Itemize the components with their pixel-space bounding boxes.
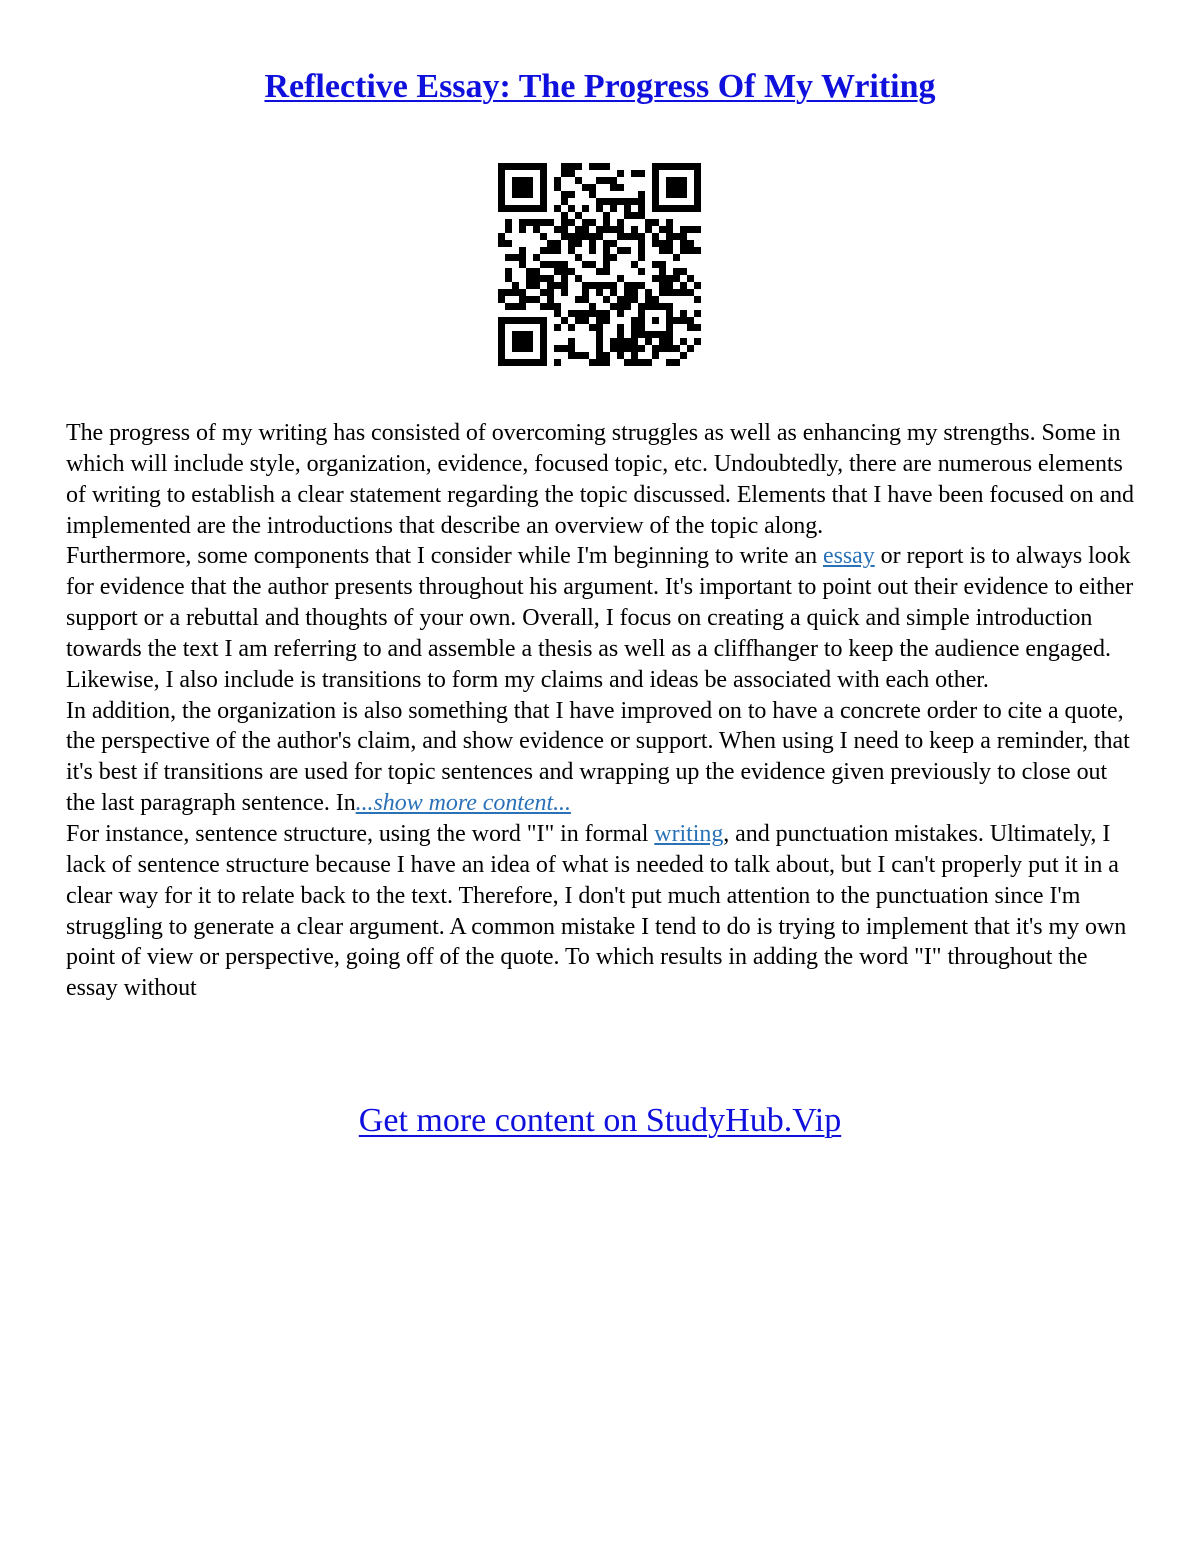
paragraph-2 xyxy=(66,541,1142,695)
essay-body xyxy=(66,418,1142,1004)
essay-link[interactable]: essay xyxy=(822,543,875,570)
paragraph-4-text-b: , and punctuation mistakes. Ultimately, I lack of sentence structure because I have an idea of what is needed to talk about, but I can't properly put it in a clear way for it to relate back to the text. Therefore, I don't put much attention to the punctuation since I'm struggling to generate a clear argument. A common mistake I tend to do is trying to implement that it's my own point of view or perspective, going off of the quote. To which results in adding the word "I" throughout the essay without xyxy=(66,820,1127,1002)
paragraph-3 xyxy=(66,696,1142,819)
document-title xyxy=(0,62,1200,112)
paragraph-3-text: In addition, the organization is also something that I have improved on to have a concrete order to cite a quote, the perspective of the author's claim, and show evidence or support. When using I need to keep a reminder, that it's best if transitions are used for topic sentences and wrapping up the evidence given previously to close out the last paragraph sentence. In xyxy=(66,697,1130,817)
qr-code-icon xyxy=(498,163,701,366)
paragraph-4-text-a: For instance, sentence structure, using the word "I" in formal xyxy=(66,820,655,847)
paragraph-4 xyxy=(66,819,1142,1004)
cta-container xyxy=(0,1098,1200,1144)
title-link[interactable]: Reflective Essay: The Progress Of My Writing xyxy=(264,68,936,105)
show-more-link[interactable]: ...show more content... xyxy=(355,790,571,817)
studyhub-link[interactable]: Get more content on StudyHub.Vip xyxy=(358,1102,842,1139)
writing-link[interactable]: writing xyxy=(654,820,724,847)
paragraph-1: The progress of my writing has consisted of overcoming struggles as well as enhancing my strengths. Some in which will include style, organization, evidence, focused topic, etc. Undoubtedly, there are numerous elements of writing to establish a clear statement regarding the topic discussed. Elements that I have been focused on and implemented are the introductions that describe an overview of the topic along. xyxy=(66,420,1135,539)
paragraph-2-text-a: Furthermore, some components that I consider while I'm beginning to write an xyxy=(66,543,823,570)
paragraph-2-text-b: or report is to always look for evidence that the author presents throughout his argument. It's important to point out their evidence to either support or a rebuttal and thoughts of your own. Overall, I focus on creating a quick and simple introduction towards the text I am referring to and assemble a thesis as well as a cliffhanger to keep the audience engaged. Likewise, I also include is transitions to form my claims and ideas be associated with each other. xyxy=(66,543,1134,693)
